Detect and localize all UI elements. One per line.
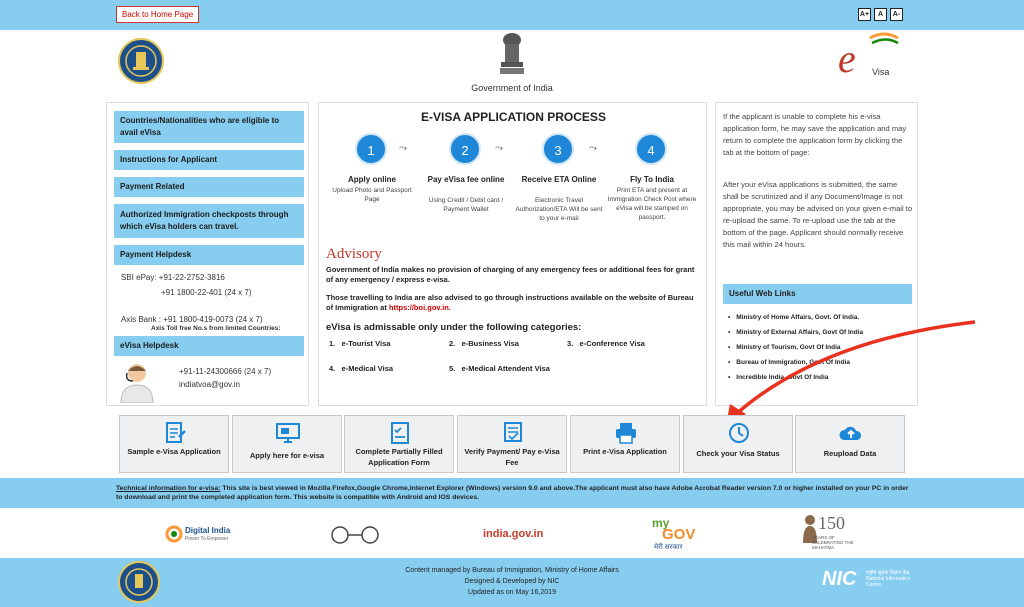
lion-capital-icon <box>120 563 158 601</box>
menu-eligible-countries[interactable]: Countries/Nationalities who are eligible to avail eVisa <box>114 111 304 143</box>
printer-icon <box>614 422 638 444</box>
step-2-desc: Using Credit / Debit card / Payment Wallet <box>428 197 504 213</box>
application-process-panel <box>318 102 707 406</box>
cloud-upload-icon <box>839 422 863 444</box>
svg-text:e: e <box>838 36 856 81</box>
step-1-circle: 1 <box>355 133 387 165</box>
checklist-icon <box>388 422 412 444</box>
step-arrow-icon: ⤳ <box>399 143 407 154</box>
step-2-title: Pay eVisa fee online <box>427 175 505 184</box>
footer-updated-date: Updated as on May 16,2019 <box>468 589 556 596</box>
sample-evisa-button[interactable]: Sample e-Visa Application <box>119 415 229 473</box>
web-link-mha[interactable]: • Ministry of Home Affairs, Govt. Of India. <box>728 314 859 321</box>
apply-evisa-button[interactable]: Apply here for e-visa <box>232 415 342 473</box>
sbi-epay-phone-2: +91 1800-22-401 (24 x 7) <box>161 288 252 297</box>
payment-doc-icon <box>501 422 525 444</box>
process-title: E-VISA APPLICATION PROCESS <box>421 110 606 124</box>
back-to-home-button[interactable]: Back to Home Page <box>116 6 199 23</box>
right-info-panel <box>715 102 918 406</box>
nic-logo-text: राष्ट्रीय सूचना विज्ञान केंद्र National Informatics Centre <box>866 570 911 588</box>
category-item: 4. e-Medical Visa <box>329 364 394 373</box>
step-4-desc: Print ETA and present at Immigration Check Post where eVisa will be stamped on passport. <box>607 187 697 221</box>
evisa-logo <box>836 32 902 82</box>
advisory-text-1: Government of India makes no provision of charging of any emergency fees or additional fees for grant of any emergency / express e-visa. <box>326 265 695 284</box>
footer-designed-by: Designed & Developed by NIC <box>464 578 560 585</box>
font-increase-button[interactable]: A+ <box>858 8 871 21</box>
swachh-bharat-logo[interactable] <box>325 526 385 544</box>
boi-emblem-logo <box>118 38 164 84</box>
advisory-title: Advisory <box>326 246 382 262</box>
web-link-boi[interactable]: • Bureau of Immigration, Govt Of India <box>728 359 850 366</box>
menu-instructions[interactable]: Instructions for Applicant <box>114 150 304 170</box>
step-1-desc: Upload Photo and Passport Page <box>332 187 412 203</box>
font-decrease-button[interactable]: A- <box>890 8 903 21</box>
menu-payment-related[interactable]: Payment Related <box>114 177 304 197</box>
helpdesk-agent-icon <box>117 359 157 403</box>
step-arrow-icon: ⤳ <box>589 143 597 154</box>
print-evisa-button[interactable]: Print e-Visa Application <box>570 415 680 473</box>
technical-info-bar <box>0 478 1024 508</box>
complete-partial-form-button[interactable]: Complete Partially Filled Application Form <box>344 415 454 473</box>
clock-icon <box>727 422 751 444</box>
india-gov-logo[interactable]: india.gov.in <box>483 528 544 540</box>
menu-immigration-checkposts[interactable]: Authorized Immigration checkposts through which eVisa holders can travel. <box>114 204 304 238</box>
categories-title: eVisa is admissable only under the following categories: <box>326 322 582 333</box>
monitor-icon <box>276 422 300 444</box>
category-item: 5. e-Medical Attendent Visa <box>449 364 550 373</box>
left-panel <box>106 102 309 406</box>
national-emblem-icon <box>496 32 528 78</box>
footer-boi-emblem <box>118 561 160 603</box>
info-save-application: If the applicant is unable to complete his e-visa application form, he may save the application and may return to complete the application form by clicking the tab at the bottom of page: <box>723 112 907 157</box>
sbi-epay-phone: SBI ePay: +91-22-2752-3816 <box>121 273 225 282</box>
step-4-circle: 4 <box>635 133 667 165</box>
document-edit-icon <box>163 422 187 444</box>
font-normal-button[interactable]: A <box>874 8 887 21</box>
info-reupload: After your eVisa applications is submitted, the same shall be scrutinized and if any Document/Image is not appropriate, you may be advised on your given e-mail to re-upload the same. To re-upload use the tab at the bottom of the page. Applicant should normally receive this mail within 24 hours. <box>723 180 913 249</box>
helpdesk-email[interactable]: indiatvoa@gov.in <box>179 380 240 389</box>
top-bar <box>0 0 1024 30</box>
digital-india-logo[interactable]: Digital India Power To Empower <box>165 524 235 546</box>
category-item: 2. e-Business Visa <box>449 339 519 348</box>
government-of-india-label: Government of India <box>471 83 553 93</box>
step-2-circle: 2 <box>449 133 481 165</box>
check-visa-status-button[interactable]: Check your Visa Status <box>683 415 793 473</box>
advisory-text-2 <box>326 293 698 313</box>
nic-logo[interactable]: NIC <box>822 568 857 590</box>
web-link-incredible-india[interactable]: • Incredible India, Govt Of India <box>728 374 828 381</box>
footer <box>0 558 1024 607</box>
menu-evisa-helpdesk[interactable]: eVisa Helpdesk <box>114 336 304 356</box>
axis-bank-phone: Axis Bank : +91 1800-419-0073 (24 x 7) <box>121 315 263 324</box>
menu-payment-helpdesk[interactable]: Payment Helpdesk <box>114 245 304 265</box>
category-item: 3. e-Conference Visa <box>567 339 645 348</box>
step-3-title: Receive ETA Online <box>521 175 597 184</box>
step-arrow-icon: ⤳ <box>495 143 503 154</box>
advisory-text-2-body: Those travelling to India are also advised to go through instructions available on the website of Bureau of Immigration at <box>326 293 694 312</box>
reupload-data-button[interactable]: Reupload Data <box>795 415 905 473</box>
web-link-tourism[interactable]: • Ministry of Tourism, Govt Of India <box>728 344 841 351</box>
evisa-brand-text: Visa <box>872 67 890 77</box>
step-3-circle: 3 <box>542 133 574 165</box>
footer-content-managed: Content managed by Bureau of Immigration, Ministry of Home Affairs <box>405 567 619 574</box>
axis-toll-free-note: Axis Toll free No.s from limited Countries: <box>151 325 281 332</box>
digital-india-icon <box>165 524 183 544</box>
boi-link[interactable]: https://boi.gov.in. <box>388 303 451 312</box>
useful-links-title: Useful Web Links <box>723 284 912 304</box>
lion-capital-icon <box>120 40 162 82</box>
helpdesk-phone: +91-11-24300666 (24 x 7) <box>179 367 272 376</box>
category-item: 1. e-Tourist Visa <box>329 339 391 348</box>
mygov-logo[interactable]: my GOV मेरी सरकार <box>652 516 696 551</box>
web-link-mea[interactable]: • Ministry of External Affairs, Govt Of India <box>728 329 863 336</box>
step-1-title: Apply online <box>348 175 396 184</box>
technical-info-text: Technical information for e-visa: This site is best viewed in Mozilla Firefox,Google Chrome,Internet Explorer (Windows) version 9.0 and above.The applicant must also have Adobe Acrobat Reader version 7.0 or higher installed on your PC in order to download and print the completed application form. This website is compatible with Android and IOS devices. <box>116 485 909 501</box>
partner-logos <box>0 510 1024 558</box>
verify-payment-button[interactable]: Verify Payment/ Pay e-Visa Fee <box>457 415 567 473</box>
gandhi-150-logo[interactable]: 150 YEARS OF CELEBRATING THE MAHATMA <box>800 513 860 557</box>
step-4-title: Fly To India <box>630 175 674 184</box>
step-3-desc: Electronic Travel Authorization/ETA Will be sent to your e-mail <box>515 197 603 222</box>
